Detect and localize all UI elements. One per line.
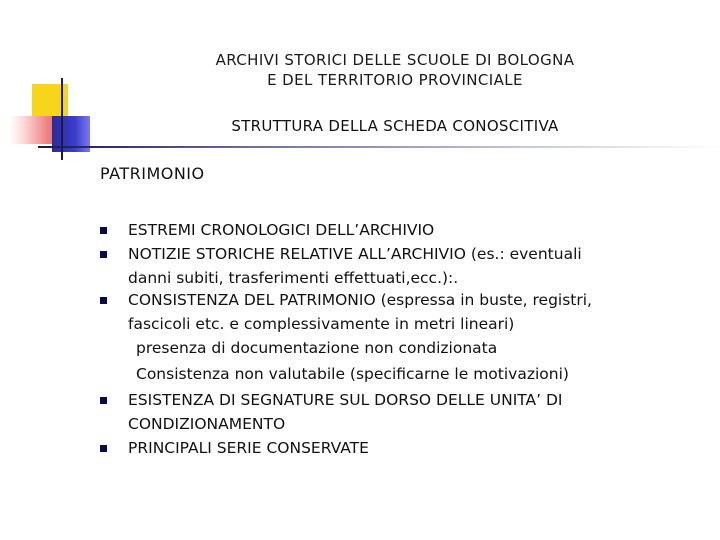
square-bullet-icon [100, 297, 107, 304]
square-bullet-icon [100, 227, 107, 234]
list-item-line: ESTREMI CRONOLOGICI DELL’ARCHIVIO [128, 221, 435, 239]
page-subtitle: STRUTTURA DELLA SCHEDA CONOSCITIVA [231, 117, 559, 135]
header-divider-line [38, 146, 720, 148]
square-bullet-icon [100, 251, 107, 258]
list-item-text [128, 388, 698, 436]
list-item-line: NOTIZIE STORICHE RELATIVE ALL’ARCHIVIO (es.: eventuali [128, 245, 582, 263]
list-item-text [128, 242, 698, 290]
section-heading: PATRIMONIO [100, 164, 205, 183]
list-item-text [128, 288, 698, 336]
square-bullet-icon [100, 445, 107, 452]
list-item-text [128, 218, 698, 242]
sub-item-text: Consistenza non valutabile (specificarne le motivazioni) [136, 365, 569, 383]
list-item-line: fascicoli etc. e complessivamente in metri lineari) [128, 315, 515, 333]
list-item-line: danni subiti, trasferimenti effettuati,ecc.):. [128, 269, 459, 287]
square-bullet-icon [100, 397, 107, 404]
page-title-line-1: ARCHIVI STORICI DELLE SCUOLE DI BOLOGNA [215, 51, 575, 69]
list-item-line: CONSISTENZA DEL PATRIMONIO (espressa in buste, registri, [128, 291, 592, 309]
list-item-line: CONDIZIONAMENTO [128, 415, 286, 433]
list-item-line: ESISTENZA DI SEGNATURE SUL DORSO DELLE UNITA’ DI [128, 391, 563, 409]
list-item-line: PRINCIPALI SERIE CONSERVATE [128, 439, 369, 457]
list-item-text [128, 436, 698, 460]
page-title-line-2: E DEL TERRITORIO PROVINCIALE [267, 71, 523, 89]
sub-item-text: presenza di documentazione non condizionata [136, 339, 498, 357]
logo-graphic [0, 0, 110, 170]
